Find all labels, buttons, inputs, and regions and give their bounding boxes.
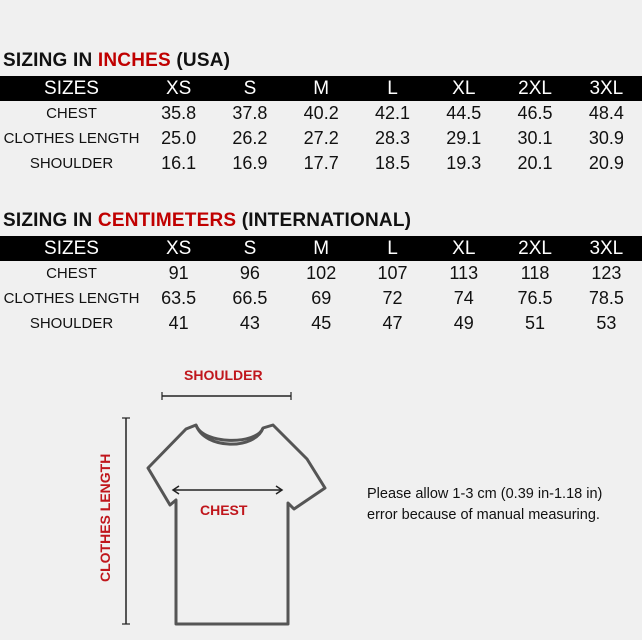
size-value: 41 xyxy=(168,313,189,333)
size-value: 123 xyxy=(591,263,622,283)
inches-section-title xyxy=(3,50,230,72)
sizes-header: SIZES xyxy=(0,76,143,101)
size-value: 107 xyxy=(377,263,408,283)
size-header-m: M xyxy=(286,236,357,261)
size-value: 42.1 xyxy=(374,103,410,123)
table-row xyxy=(0,311,642,336)
size-value: 30.9 xyxy=(588,128,624,148)
cm-title-prefix: SIZING IN xyxy=(3,210,98,231)
clothes-length-label: CLOTHES LENGTH xyxy=(97,453,113,582)
size-value: 18.5 xyxy=(374,153,410,173)
size-value: 91 xyxy=(168,263,189,283)
size-value: 74 xyxy=(453,288,474,308)
row-label: CHEST xyxy=(46,265,97,282)
size-header-2xl: 2XL xyxy=(499,76,570,101)
size-value: 45 xyxy=(311,313,332,333)
size-value: 76.5 xyxy=(517,288,553,308)
cm-title-suffix: (INTERNATIONAL) xyxy=(236,210,412,231)
size-value: 51 xyxy=(525,313,546,333)
inches-header-row xyxy=(0,76,642,101)
row-label: CLOTHES LENGTH xyxy=(3,290,140,307)
sizes-header: SIZES xyxy=(0,236,143,261)
size-value: 29.1 xyxy=(446,128,482,148)
row-label: SHOULDER xyxy=(29,155,114,172)
tshirt-outline xyxy=(148,425,325,624)
size-value: 49 xyxy=(453,313,474,333)
size-value: 28.3 xyxy=(374,128,410,148)
size-header-3xl: 3XL xyxy=(571,76,642,101)
size-value: 113 xyxy=(449,263,479,283)
size-header-xl: XL xyxy=(428,236,499,261)
size-header-m: M xyxy=(286,76,357,101)
table-row xyxy=(0,151,642,176)
size-value: 27.2 xyxy=(303,128,339,148)
table-row xyxy=(0,261,642,286)
size-header-l: L xyxy=(357,236,428,261)
size-header-l: L xyxy=(357,76,428,101)
size-value: 48.4 xyxy=(588,103,624,123)
size-value: 78.5 xyxy=(588,288,624,308)
size-value: 26.2 xyxy=(232,128,268,148)
size-value: 43 xyxy=(239,313,260,333)
size-header-xl: XL xyxy=(428,76,499,101)
size-value: 53 xyxy=(596,313,617,333)
shoulder-measure-line xyxy=(162,392,291,400)
shoulder-label: SHOULDER xyxy=(184,367,263,383)
chest-label: CHEST xyxy=(200,502,248,518)
length-measure-line xyxy=(122,418,130,624)
size-value: 118 xyxy=(520,263,550,283)
note-line-1: Please allow 1-3 cm (0.39 in-1.18 in) xyxy=(367,486,603,502)
measurement-note xyxy=(367,484,639,526)
cm-size-table xyxy=(0,236,642,336)
size-value: 72 xyxy=(382,288,403,308)
size-value: 46.5 xyxy=(517,103,553,123)
size-header-xs: XS xyxy=(143,76,214,101)
table-row xyxy=(0,286,642,311)
inches-title-prefix: SIZING IN xyxy=(3,50,98,71)
size-value: 30.1 xyxy=(517,128,553,148)
size-header-xs: XS xyxy=(143,236,214,261)
size-value: 47 xyxy=(382,313,403,333)
row-label: CHEST xyxy=(46,105,97,122)
size-header-3xl: 3XL xyxy=(571,236,642,261)
size-value: 66.5 xyxy=(232,288,268,308)
row-label: CLOTHES LENGTH xyxy=(3,130,140,147)
inches-size-table xyxy=(0,76,642,176)
size-value: 63.5 xyxy=(161,288,197,308)
size-value: 96 xyxy=(239,263,260,283)
inches-title-suffix: (USA) xyxy=(170,50,231,71)
size-value: 16.1 xyxy=(161,153,197,173)
cm-header-row xyxy=(0,236,642,261)
cm-section-title xyxy=(3,210,411,232)
size-value: 102 xyxy=(306,263,337,283)
inches-title-accent: INCHES xyxy=(97,50,171,71)
tshirt-collar xyxy=(196,425,263,444)
size-value: 20.9 xyxy=(588,153,624,173)
size-value: 35.8 xyxy=(161,103,197,123)
table-row xyxy=(0,126,642,151)
size-value: 17.7 xyxy=(303,153,339,173)
chest-measure-arrow xyxy=(173,486,282,494)
table-row xyxy=(0,101,642,126)
row-label: SHOULDER xyxy=(29,315,114,332)
cm-title-accent: CENTIMETERS xyxy=(97,210,237,231)
size-header-s: S xyxy=(214,236,285,261)
size-value: 16.9 xyxy=(232,153,268,173)
size-value: 44.5 xyxy=(446,103,482,123)
size-value: 37.8 xyxy=(232,103,268,123)
size-value: 25.0 xyxy=(161,128,197,148)
size-header-2xl: 2XL xyxy=(499,236,570,261)
size-header-s: S xyxy=(214,76,285,101)
note-line-2: error because of manual measuring. xyxy=(367,507,600,523)
size-value: 19.3 xyxy=(446,153,482,173)
size-value: 40.2 xyxy=(303,103,339,123)
size-value: 20.1 xyxy=(517,153,553,173)
size-value: 69 xyxy=(311,288,332,308)
